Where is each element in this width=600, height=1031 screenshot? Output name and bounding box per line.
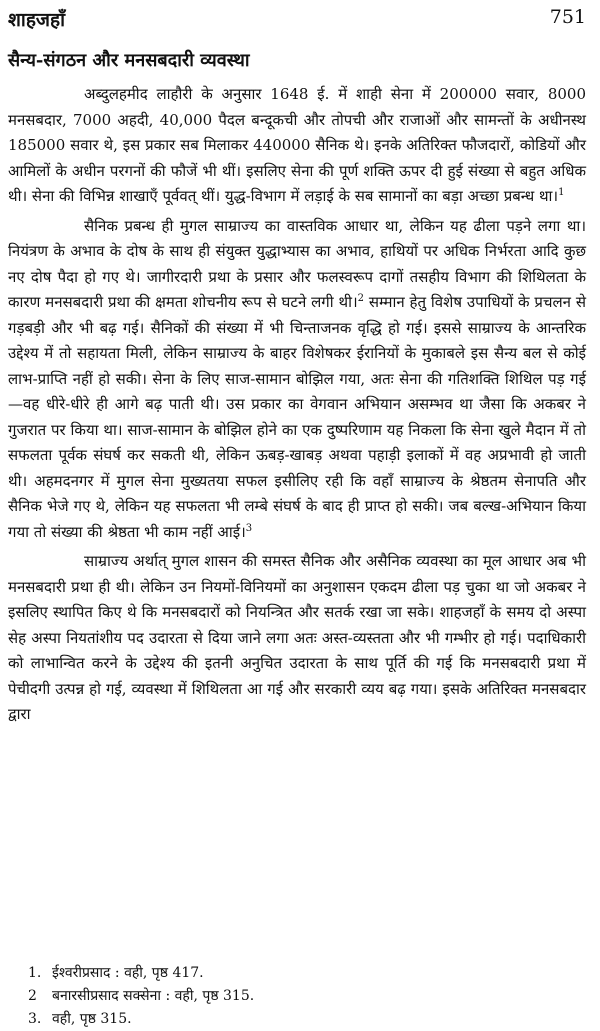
footnote-text: ईश्वरीप्रसाद : वही, पृष्ठ 417. <box>52 965 204 981</box>
footnote-ref: 1 <box>558 187 565 198</box>
paragraph-text: सैनिक प्रबन्ध ही मुगल साम्राज्य का वास्तविक आधार था, लेकिन यह ढीला पड़ने लगा था। नियंत्रण के अभाव के दोष के साथ ही संयुक्त युद्धाभ्यास का अभाव, हाथियों पर अधिक निर्भरता आदि कुछ नए दोष पैदा हो गए थे। जागीरदारी प्रथा के प्रसार और फलस्वरूप दागों तसहीय विभाग की शिथिलता के कारण मनसबदारी प्रथा की क्षमता शोचनीय रूप से घटने लगी थी। <box>8 216 586 311</box>
footnotes <box>28 962 586 1031</box>
footnote-ref: 3 <box>245 522 253 534</box>
footnote-number: 3. <box>28 1011 42 1027</box>
footnote-number: 2 <box>28 988 37 1004</box>
footnote <box>28 985 586 1008</box>
footnote-number: 1. <box>28 965 42 981</box>
paragraph-text: साम्राज्य अर्थात् मुगल शासन की समस्त सैनिक और असैनिक व्यवस्था का मूल आधार अब भी मनसबदारी प्रथा ही थी। लेकिन उन नियमों-विनियमों का अनुशासन एकदम ढीला पड़ चुका था जो अकबर ने इसलिए स्थापित किए थे कि मनसबदारों को नियन्त्रित और सतर्क रखा जा सके। शाहजहाँ के समय दो अस्पा सेह अस्पा नियतांशीय पद उदारता से दिया जाने लगा अतः अस्त-व्यस्तता और भी गम्भीर हो गई। पदाधिकारी को लाभान्वित करने के उद्देश्य की इतनी अनुचित उदारता के साथ पूर्ति की गई कि मनसबदारी प्रथा में पेचीदगी उत्पन्न हो गई, व्यवस्था में शिथिलता आ गई और सरकारी व्यय बढ़ गया। इसके अतिरिक्त मनसबदार द्वारा <box>8 552 586 723</box>
footnote <box>28 1008 586 1031</box>
paragraph <box>8 82 586 210</box>
paragraph-text: अब्दुलहमीद लाहौरी के अनुसार 1648 ई. में शाही सेना में 200000 सवार, 8000 मनसबदार, 7000 अहदी, 40,000 पैदल बन्दूकची और तोपची और राजाओं और सामन्तों के अधीनस्थ 185000 सवार थे, इस प्रकार सब मिलाकर 440000 सैनिक थे। इनके अतिरिक्त फौजदारों, कोडियों और आमिलों के अधीन परगनों की फौजें भी थीं। इसलिए सेना की पूर्ण शक्ति ऊपर दी हुई संख्या से बहुत अधिक थी। सेना की विभिन्न शाखाएँ पूर्ववत् थीं। युद्ध-विभाग में लड़ाई के सब सामानों का बड़ा अच्छा प्रबन्ध था। <box>8 85 586 205</box>
paragraph <box>8 214 586 546</box>
page-number: 751 <box>549 6 586 28</box>
footnote <box>28 962 586 985</box>
footnote-ref: 2 <box>357 293 365 304</box>
paragraph <box>8 549 586 728</box>
paragraph-text: सम्मान हेतु विशेष उपाधियों के प्रचलन से गड़बड़ी और भी बढ़ गई। सैनिकों की संख्या में भी चिन्ताजनक वृद्धि हो गई। इससे साम्राज्य के आन्तरिक उद्देश्य में तो सहायता मिली, लेकिन साम्राज्य के बाहर विशेषकर ईरानियों के मुकाबले इस सैन्य बल से कोई लाभ-प्राप्ति नहीं हो सकी। सेना के लिए साज-सामान बोझिल गया, अतः सेना की गतिशक्ति शिथिल पड़ गई—वह धीरे-धीरे ही आगे बढ़ पाती थी। उस प्रकार का वेगवान अभियान असम्भव था जैसा कि अकबर ने गुजरात पर किया था। साज-सामान के बोझिल होने का एक दुष्परिणाम यह निकला कि सेना खुले मैदान में तो सफलता पूर्वक संघर्ष कर सकती थी, लेकिन ऊबड़-खाबड़ अथवा पहाड़ी इलाकों में वह अप्रभावी हो जाती थी। अहमदनगर में मुगल सेना मुख्यतया सफल इसीलिए रही कि वहाँ साम्राज्य के श्रेष्ठतम सेनापति और सैनिक भेजे गए थे, लेकिन यह सफलता भी लम्बे संघर्ष के बाद ही प्राप्त हो सकी। जब बल्ख-अभियान किया गया तो संख्या की श्रेष्ठता भी काम नहीं आई। <box>8 293 586 541</box>
section-heading: सैन्य-संगठन और मनसबदारी व्यवस्था <box>8 50 250 71</box>
running-head: शाहजहाँ <box>8 9 66 31</box>
footnote-text: वही, पृष्ठ 315. <box>52 1011 132 1027</box>
page-header <box>8 4 586 38</box>
footnote-text: बनारसीप्रसाद सक्सेना : वही, पृष्ठ 315. <box>52 988 255 1004</box>
body-text <box>8 82 586 732</box>
